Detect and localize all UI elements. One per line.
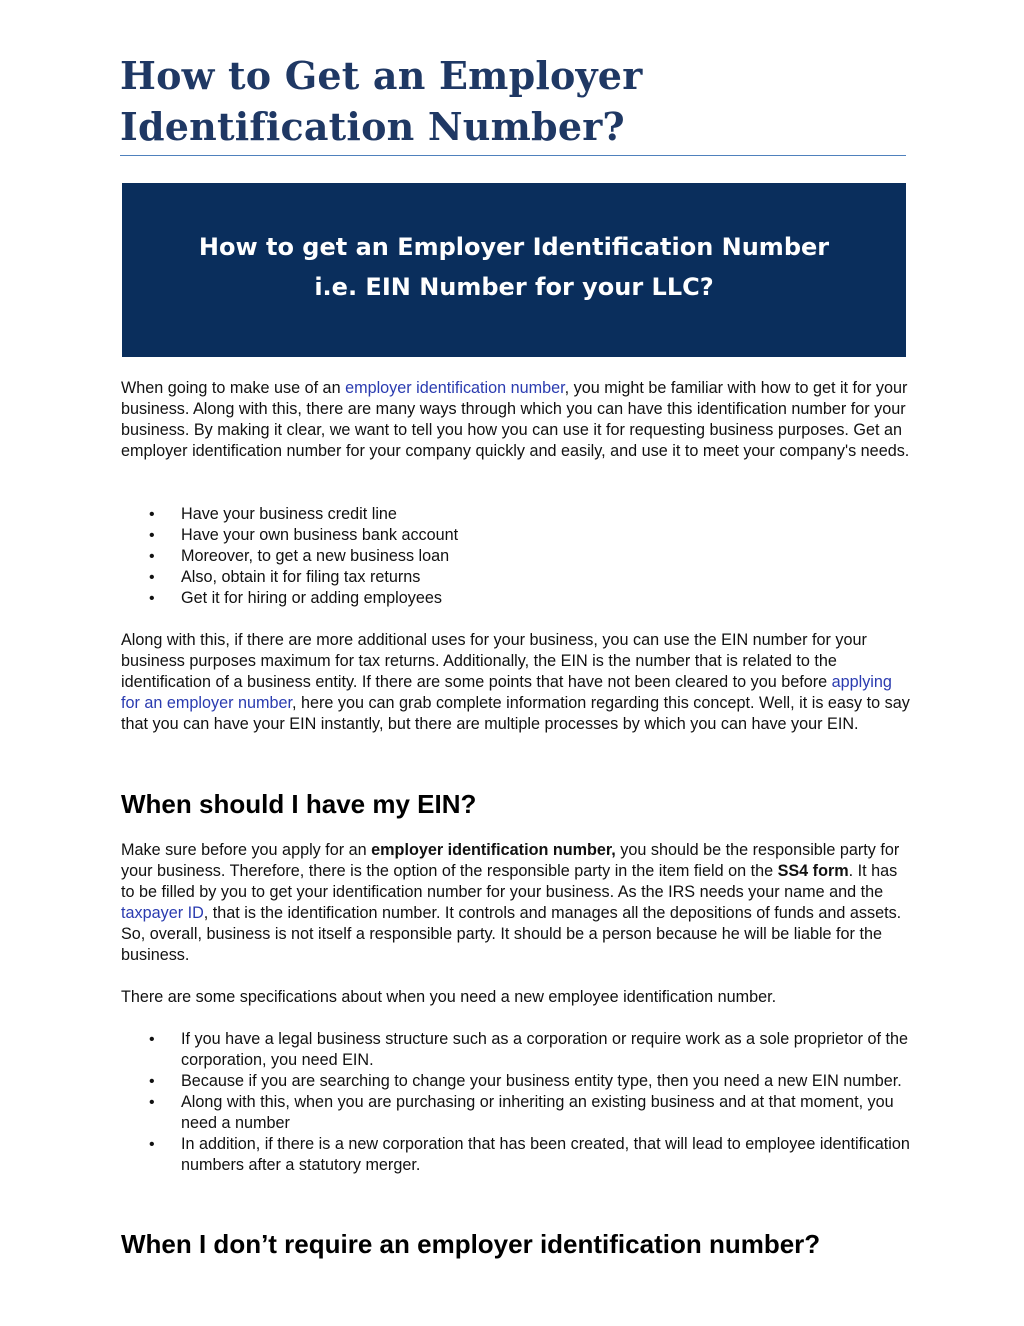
list-item	[121, 1029, 911, 1071]
list-item	[121, 588, 911, 609]
specifications-list	[121, 1029, 911, 1176]
bullet-icon: •	[149, 1073, 155, 1090]
list-item-text: Because if you are searching to change your business entity type, then you need a new EIN number.	[181, 1072, 902, 1090]
bullet-icon: •	[149, 527, 155, 544]
responsible-party-paragraph	[121, 840, 911, 966]
list-item-text: Also, obtain it for filing tax returns	[181, 568, 421, 586]
list-item-text: Along with this, when you are purchasing or inheriting an existing business and at that moment, you need a number	[181, 1093, 894, 1132]
para3-bold-1: employer identification number,	[371, 841, 616, 859]
bullet-icon: •	[149, 1094, 155, 1111]
employer-identification-number-link[interactable]: employer identification number	[345, 379, 565, 397]
list-item	[121, 546, 911, 567]
bullet-icon: •	[149, 548, 155, 565]
para3-text-1: Make sure before you apply for an	[121, 841, 372, 859]
specifications-paragraph: There are some specifications about when you need a new employee identification number.	[121, 988, 777, 1006]
bullet-icon: •	[149, 569, 155, 586]
bullet-icon: •	[149, 590, 155, 607]
list-item	[121, 525, 911, 546]
uses-list	[121, 504, 911, 609]
title-underline	[120, 155, 906, 156]
ss4-form-label: SS4 form	[777, 862, 849, 880]
banner-line-2: i.e. EIN Number for your LLC?	[314, 273, 714, 301]
list-item-text: Have your business credit line	[181, 505, 397, 523]
list-item	[121, 1134, 911, 1176]
intro-text-1: When going to make use of an	[121, 379, 346, 397]
bullet-icon: •	[149, 1136, 155, 1153]
list-item	[121, 1092, 911, 1134]
list-item-text: In addition, if there is a new corporation that has been created, that will lead to employee identification numbers after a statutory merger.	[181, 1135, 910, 1174]
list-item	[121, 504, 911, 525]
para2-text-1: Along with this, if there are more additional uses for your business, you can use the EIN number for your business purposes maximum for tax returns. Additionally, the EIN is the number that is related to the identification of a business entity. If there are some points that have not been cleared to you before	[121, 631, 867, 691]
list-item	[121, 567, 911, 588]
section-heading-when-not-required: When I don’t require an employer identification number?	[121, 1229, 821, 1259]
list-item-text: Moreover, to get a new business loan	[181, 547, 450, 565]
applying-for-employer-number-link[interactable]: applying for an employer number	[121, 673, 892, 712]
list-item-text: Have your own business bank account	[181, 526, 459, 544]
bullet-icon: •	[149, 506, 155, 523]
list-item-text: If you have a legal business structure such as a corporation or require work as a sole proprietor of the corporation, you need EIN.	[181, 1030, 909, 1069]
page-title: How to Get an Employer Identification Number?	[120, 53, 643, 149]
taxpayer-id-link[interactable]: taxpayer ID	[121, 904, 204, 922]
intro-text-2: , you might be familiar with how to get it for your business. Along with this, there are many ways through which you can have this identification number for your business. By making it clear, we want to tell you how you can use it for requesting business purposes. Get an employer identification number for your company quickly and easily, and use it to meet your company's needs.	[121, 379, 910, 460]
intro-paragraph	[121, 378, 911, 462]
list-item	[121, 1071, 911, 1092]
banner-line-1: How to get an Employer Identification Number	[198, 233, 830, 261]
additional-uses-paragraph	[121, 630, 911, 735]
para3-text-4: , that is the identification number. It controls and manages all the depositions of funds and assets. So, overall, business is not itself a responsible party. It should be a person because he will be liable for the business.	[121, 904, 902, 964]
list-item-text: Get it for hiring or adding employees	[181, 589, 442, 607]
para2-text-2: , here you can grab complete information regarding this concept. Well, it is easy to say that you can have your EIN instantly, but there are multiple processes by which you can have your EIN.	[121, 694, 910, 733]
bullet-icon: •	[149, 1031, 155, 1048]
section-heading-when-should: When should I have my EIN?	[121, 789, 477, 819]
para3-text-3: . It has to be filled by you to get your identification number for your business. As the IRS needs your name and the	[121, 862, 898, 901]
banner-image	[122, 183, 906, 357]
para3-text-2: you should be the responsible party for your business. Therefore, there is the option of the responsible party in the item field on the	[121, 841, 900, 880]
